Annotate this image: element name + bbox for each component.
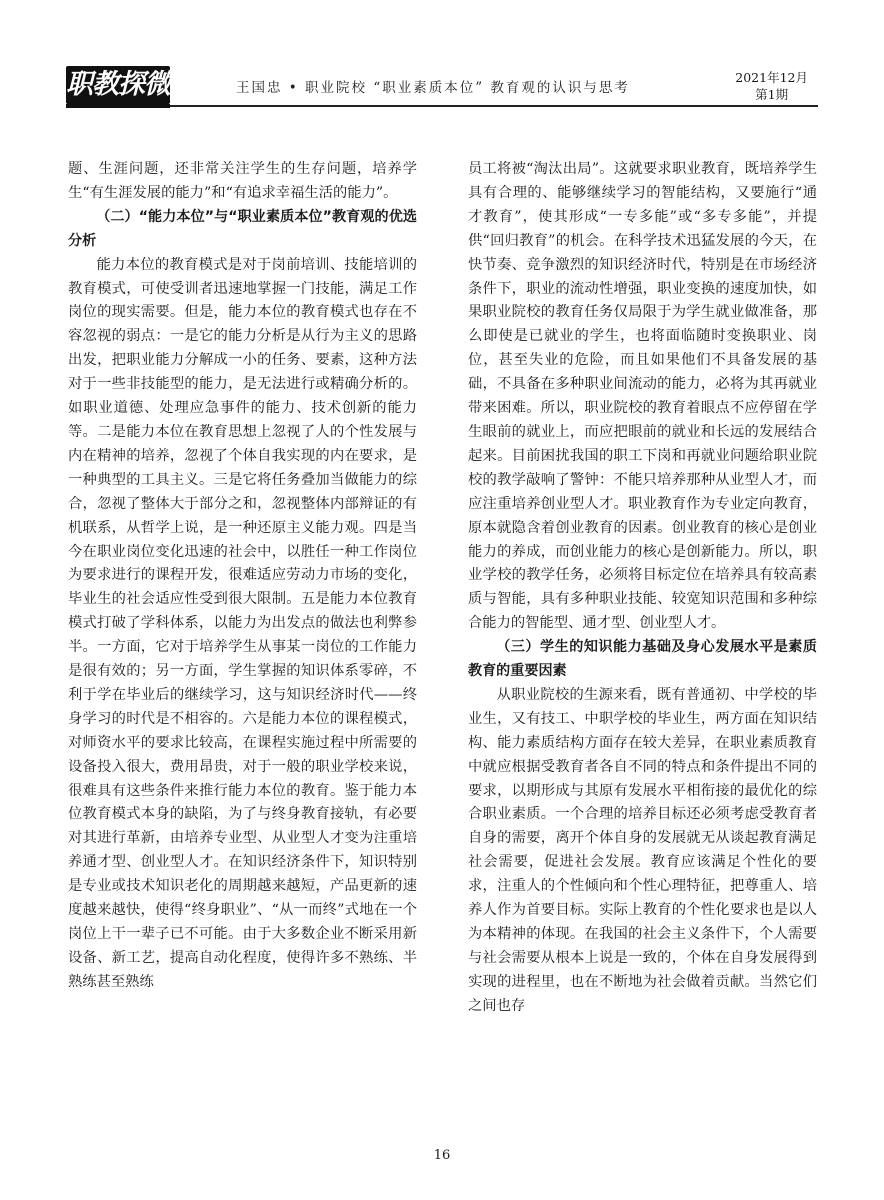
issue-number: 第1期 <box>755 87 789 102</box>
left-column <box>68 158 417 995</box>
journal-logo: 职教探微 <box>66 66 170 104</box>
logo-underline <box>66 104 170 108</box>
issue-year-month: 2021年12月 <box>735 70 808 85</box>
page-number: 16 <box>433 1148 451 1163</box>
page-header <box>0 0 884 120</box>
issue-info <box>735 69 808 103</box>
right-column <box>468 158 817 1019</box>
header-rule <box>170 105 818 107</box>
body-paragraph: 能力本位的教育模式是对于岗前培训、技能培训的教育模式，可使受训者迅速地掌握一门技能，满足工作岗位的现实需要。但是，能力本位的教育模式也存在不容忽视的弱点：一是它的能力分析是从行为主义的思路出发，把职业能力分解成一小的任务、要素，这种方法对于一些非技能型的能力，是无法进行或精确分析的。如职业道德、处理应急事件的能力、技术创新的能力等。二是能力本位在教育思想上忽视了人的个性发展与内在精神的培养，忽视了个体自我实现的内在要求，是一种典型的工具主义。三是它将任务叠加当做能力的综合，忽视了整体大于部分之和，忽视整体内部辩证的有机联系，从哲学上说，是一种还原主义能力观。四是当今在职业岗位变化迅速的社会中，以胜任一种工作岗位为要求进行的课程开发，很难适应劳动力市场的变化，毕业生的社会适应性受到很大限制。五是能力本位教育模式打破了学科体系，以能力为出发点的做法也利弊参半。一方面，它对于培养学生从事某一岗位的工作能力是很有效的；另一方面，学生掌握的知识体系零碎，不利于学在毕业后的继续学习，这与知识经济时代——终身学习的时代是不相容的。六是能力本位的课程模式，对师资水平的要求比较高，在课程实施过程中所需要的设备投入很大，费用昂贵，对于一般的职业学校来说，很难具有这些条件来推行能力本位的教育。鉴于能力本位教育模式本身的缺陷，为了与终身教育接轨，有必要对其进行革新，由培养专业型、从业型人才变为注重培养通才型、创业型人才。在知识经济条件下，知识特别是专业或技术知识老化的周期越来越短，产品更新的速度越来越快，使得“终身职业”、“从一而终”式地在一个岗位上干一辈子已不可能。由于大多数企业不断采用新设备、新工艺，提高自动化程度，使得许多不熟练、半熟练甚至熟练 <box>68 256 417 990</box>
body-paragraph: 题、生涯问题，还非常关注学生的生存问题，培养学生“有生涯发展的能力”和“有追求幸福生活的能力”。 <box>68 161 417 201</box>
section-heading: （二）“能力本位”与“职业素质本位”教育观的优选分析 <box>68 208 417 249</box>
running-title: 王国忠 • 职业院校 “职业素质本位” 教育观的认识与思考 <box>236 80 630 96</box>
section-heading: （三）学生的知识能力基础及身心发展水平是素质教育的重要因素 <box>468 639 817 680</box>
body-paragraph: 从职业院校的生源来看，既有普通初、中学校的毕业生，又有技工、中职学校的毕业生，两方面在知识结构、能力素质结构方面存在较大差异，在职业素质教育中就应根据受教育者各自不同的特点和条件提出不同的要求，以期形成与其原有发展水平相衔接的最优化的综合职业素质。一个合理的培养目标还必须考虑受教育者自身的需要，离开个体自身的发展就无从谈起教育满足社会需要，促进社会发展。教育应该满足个性化的要求，注重人的个性倾向和个性心理特征，把尊重人、培养人作为首要目标。实际上教育的个性化要求也是以人为本精神的体现。在我国的社会主义条件下，个人需要与社会需要从根本上说是一致的，个体在自身发展得到实现的进程里，也在不断地为社会做着贡献。当然它们之间也存 <box>468 686 817 1014</box>
body-paragraph: 员工将被“淘汰出局”。这就要求职业教育，既培养学生具有合理的、能够继续学习的智能结构，又要施行“通才教育”，使其形成“一专多能”或“多专多能”，并提供“回归教育”的机会。在科学技术迅猛发展的今天，在快节奏、竞争激烈的知识经济时代，特别是在市场经济条件下，职业的流动性增强，职业变换的速度加快，如果职业院校的教育任务仅局限于为学生就业做准备，那么即使是已就业的学生，也将面临随时变换职业、岗位，甚至失业的危险，而且如果他们不具备发展的基础，不具备在多种职业间流动的能力，必将为其再就业带来困难。所以，职业院校的教育着眼点不应停留在学生眼前的就业上，而应把眼前的就业和长远的发展结合起来。目前困扰我国的职工下岗和再就业问题给职业院校的教学敲响了警钟：不能只培养那种从业型人才，而应注重培养创业型人才。职业教育作为专业定向教育，原本就隐含着创业教育的因素。创业教育的核心是创业能力的养成，而创业能力的核心是创新能力。所以，职业学校的教学任务，必须将目标定位在培养具有较高素质与智能，具有多种职业技能、较宽知识范围和多种综合能力的智能型、通才型、创业型人才。 <box>468 161 817 632</box>
